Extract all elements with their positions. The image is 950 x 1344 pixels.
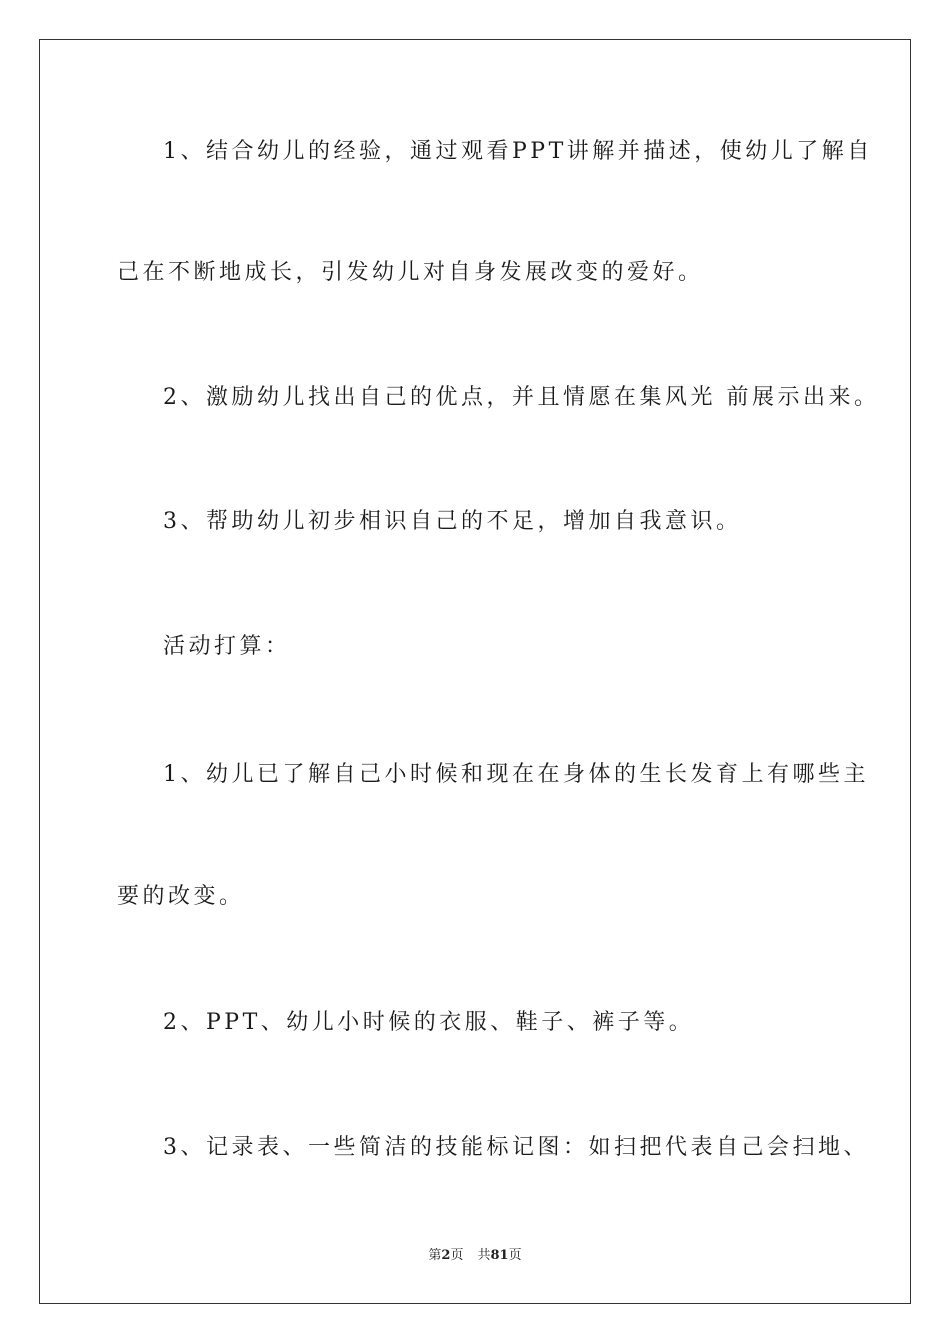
paragraph-line-3: 2、激励幼儿找出自己的优点，并且情愿在集风光 前展示出来。	[163, 385, 880, 410]
footer-total-pages: 81	[490, 1248, 509, 1263]
footer-page-suffix: 页	[450, 1248, 464, 1263]
footer-total-prefix: 共	[477, 1248, 491, 1263]
paragraph-line-6: 1、幼儿已了解自己小时候和现在在身体的生长发育上有哪些主	[163, 762, 869, 787]
footer-page-number: 2	[441, 1248, 451, 1263]
paragraph-line-7: 要的改变。	[117, 884, 245, 909]
page-footer	[0, 1247, 950, 1265]
paragraph-line-2: 己在不断地成长，引发幼儿对自身发展改变的爱好。	[117, 260, 704, 285]
footer-total-suffix: 页	[508, 1248, 522, 1263]
footer-page-prefix: 第	[428, 1248, 442, 1263]
paragraph-line-9: 3、记录表、一些简洁的技能标记图：如扫把代表自己会扫地、	[163, 1135, 869, 1160]
paragraph-line-8: 2、PPT、幼儿小时候的衣服、鞋子、裤子等。	[163, 1010, 695, 1035]
page-border	[39, 39, 911, 1304]
paragraph-line-4: 3、帮助幼儿初步相识自己的不足，增加自我意识。	[163, 509, 742, 534]
paragraph-line-1: 1、结合幼儿的经验，通过观看PPT讲解并描述，使幼儿了解自	[163, 139, 873, 164]
section-heading-activity-prep: 活动打算：	[163, 634, 291, 659]
